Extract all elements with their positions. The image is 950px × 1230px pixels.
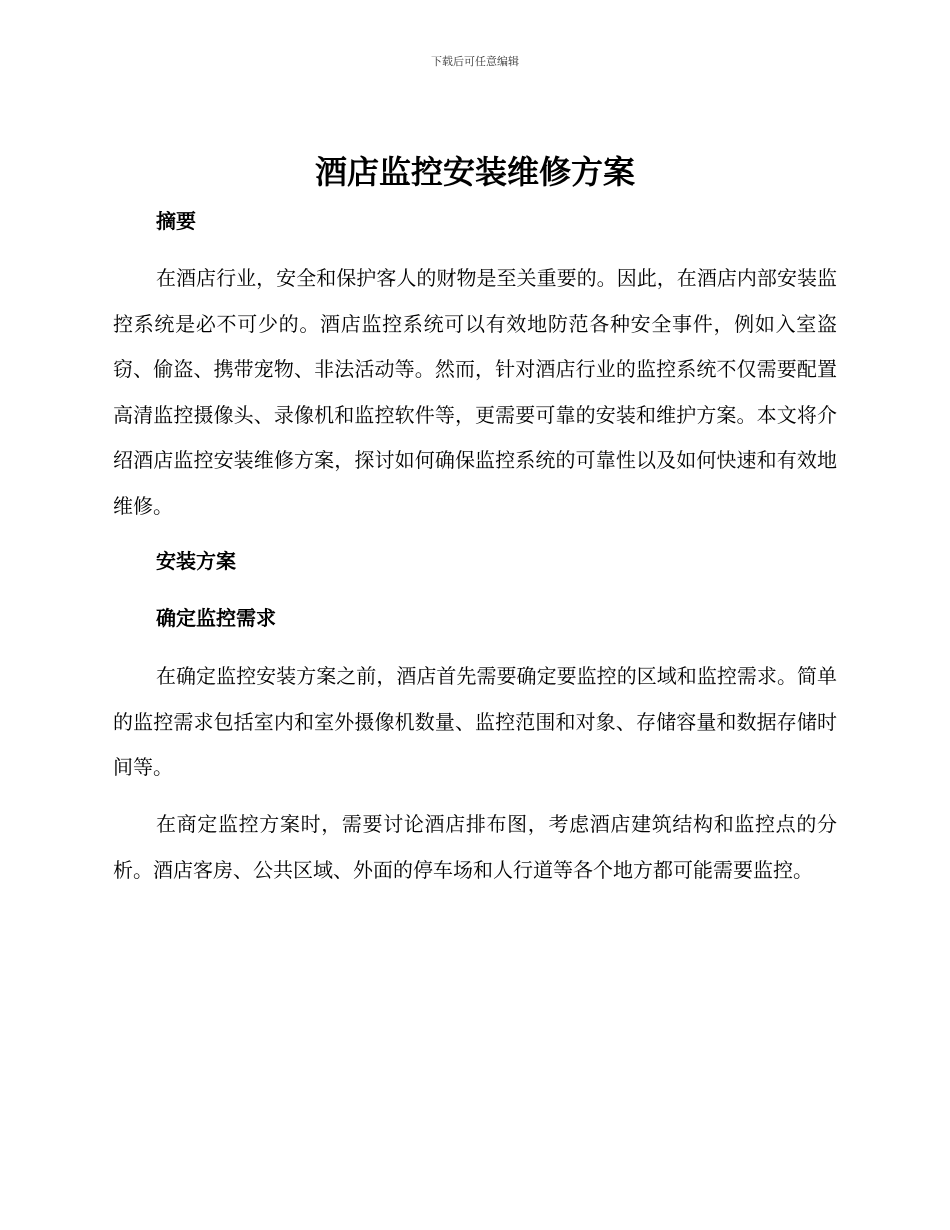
abstract-heading: 摘要 (156, 209, 196, 233)
requirements-heading: 确定监控需求 (156, 606, 276, 630)
requirements-paragraph-1: 在确定监控安装方案之前，酒店首先需要确定要监控的区域和监控需求。简单的监控需求包括室内和室外摄像机数量、监控范围和对象、存储容量和数据存储时间等。 (113, 664, 837, 779)
abstract-paragraph: 在酒店行业，安全和保护客人的财物是至关重要的。因此，在酒店内部安装监控系统是必不可少的。酒店监控系统可以有效地防范各种安全事件，例如入室盗窃、偷盗、携带宠物、非法活动等。然而，针对酒店行业的监控系统不仅需要配置高清监控摄像头、录像机和监控软件等，更需要可靠的安装和维护方案。本文将介绍酒店监控安装维修方案，探讨如何确保监控系统的可靠性以及如何快速和有效地维修。 (113, 266, 837, 518)
install-heading: 安装方案 (156, 549, 236, 573)
header-note: 下载后可任意编辑 (431, 55, 519, 68)
requirements-paragraph-2: 在商定监控方案时，需要讨论酒店排布图，考虑酒店建筑结构和监控点的分析。酒店客房、公共区域、外面的停车场和人行道等各个地方都可能需要监控。 (113, 812, 837, 882)
document-title: 酒店监控安装维修方案 (314, 153, 635, 191)
